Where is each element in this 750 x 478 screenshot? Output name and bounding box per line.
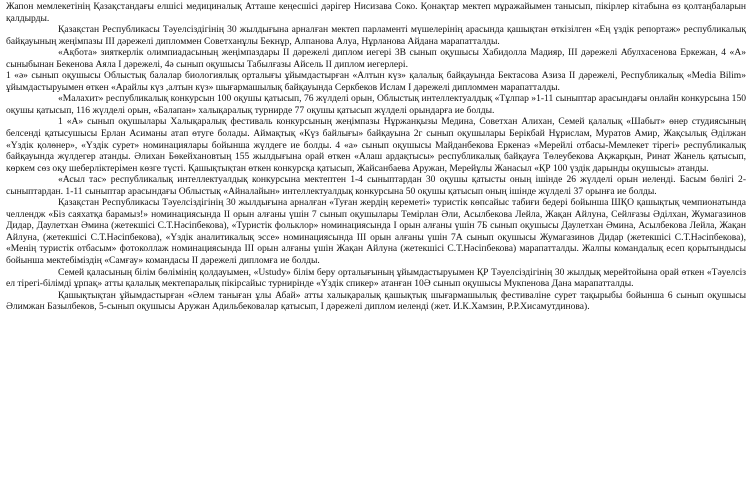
paragraph-6: 1 «А» сынып оқушылары Халықаралық фестиваль конкурсының жеңімпазы Нұржанқызы Медина, Советхан Алихан, Семей қалалық «Шабыт» өнер студиясының белсенді қатысушысы Ерлан Асиманы атап өтуге болады. Аймақтық «Күз байлығы» байқауына 2г сынып оқушылары Берікбай Нұрислам, Муратов Амир, Жақсылық Әділжан «Үздік қолөнер», «Үздік сурет» номинациялары бойынша жүлдеге ие болды. 4 «а» сынып оқушысы Майданбекова Еркенаэ «Мерейлі отбасы-Мемлекет тірегі» республикалық байқауында жүлдегер атанды. Әлихан Бөкейхановтың 155 жылдығына орай өткен «Алаш ардақтысы» республикалық байқауға Төлеубекова Ақжарқын, Ринат Жанель қатысып, көркем сөз оқу шеберліктерімен көзге түсті. Қашықтықтан өткен конкурсқа қатысып, Жайсанбаева Аружан, Мерейұлы Жанасыл «ҚР 100 үздік дарынды оқушысы» атанды. (6, 116, 746, 174)
paragraph-3: «Ақбота» зияткерлік олимпиадасының жеңімпаздары ІІ дәрежелі диплом иегері 3В сынып оқушысы Хабидолла Мадияр, ІІІ дәрежелі Абулхасенова Еркежан, 4 «А» сыныбынан Бекенова Аяла І дәрежелі, 4ә сынып оқушысы Табылғазы Айсель ІІ диплом иегерлері. (6, 47, 746, 70)
paragraph-10: Қашықтықтан ұйымдастырған «Әлем таныған ұлы Абай» атты халықаралық қашықтық шығармашылық фестивалiне сурет тақырыбы бойынша 6 сынып оқушысы Әлимжан Базылбеков, 5-сынып оқушысы Аружан Адильбековалар қатысып, І дәрежелі диплом иеленді (жет. И.К.Хамзин, Р.Р.Хисамутдинова). (6, 289, 746, 313)
paragraph-9: Семей қаласының білім бөлімінің қолдауымен, «Ustudy» білім беру орталығының ұйымдастыруымен ҚР Тәуелсіздігінің 30 жылдық мерейтойына орай өткен «Тәуелсіз ел тірегі-білімді ұрпақ» атты қалалық мектепаралық пікірсайыс турнирінде «Үздік спикер» атанған 10Ә сынып оқушысы Мукпенова Дана марапатталды. (6, 266, 746, 290)
paragraph-2: Қазақстан Республикасы Тәуелсіздігінің 30 жылдығына арналған мектеп парламенті мүшелерінің арасында қашықтан өткізілген «Ең үздік репортаж» республикалық байқауының жеңімпазы ІІІ дәрежелі дипломмен Советханұлы Бекнұр, Алпанова Алуа, Нұрланова Айдана марапатталды. (6, 24, 746, 47)
paragraph-7: «Асыл тас» республикалық интеллектуалдық конкурсына мектептен 1-4 сыныптардан 30 оқушы қатысты оның ішінде 26 жүлделі орын иеленді. Басым бөлігі 2-сыныптардан. 1-11 сыныптар арасындағы Облыстық «Айналайын» интеллектуалдық конкурсына 50 оқушы қатысып оның ішінде жүлделі 37 орынға ие болды. (6, 174, 746, 197)
paragraph-4: 1 «ә» сынып оқушысы Облыстық балалар биологиялық орталығы ұйымдастырған «Алтын күз» қалалық байқауында Бектасова Азиза ІІ дәрежелі, Республикалық «Media Bilim» ұйымдастыруымен өткен «Арайлы күз ,алтын күз» шығармашылық байқауында Серкбеков Ислам І дәрежелі дипломмен марапатталды. (6, 70, 746, 93)
paragraph-5: «Малахит» республикалық конкурсын 100 оқушы қатысып, 76 жүлделі орын, Облыстық интеллектуалдық «Тұлпар »1-11 сыныптар арасындағы онлайн конкурсына 150 оқушы қатысып, 116 жүлделі орын, «Балапан» халықаралық турнирде 77 оқушы қатысып жүлделі орындарға ие болды. (6, 93, 746, 116)
paragraph-1: Жапон мемлекетінің Қазақстандағы елшісі медициналық Атташе кеңесшісі дәрігер Нисизава Соко. Қонақтар мектеп мұражайымен танысып, пікірлер кітабына өз қолтаңбаларын қалдырды. (6, 1, 746, 24)
paragraph-8: Қазақстан Республикасы Тәуелсіздігінің 30 жылдығына арналған «Туған жердің кереметі» туристік көпсайыс табиғи бедері бойынша ШҚО қашықтық чемпионатында челлендж «Біз саяхатқа барамыз!» номинациясында ІІ орын алғаны үшін 7 сынып оқушылары Темірлан Әли, Асылбекова Лейла, Жақан Айлуна, Сейлғазы Әділхан, Жумагазинов Дидар, Даулетхан Әмина (жетекшісі С.Т.Нәсіпбекова), «Туристік фольклор» номинациясында І орын алғаны үшін 7Б сынып оқушысы Даулетхан Әмина, Асылбекова Лейла, Жақан Айлуна, (жетекшісі С.Т.Нәсіпбекова), «Үздік аналитикалық эссе» номинациясында ІІІ орын алғаны үшін 7А сынып оқушысы Жумагазинов Дидар (жетекшісі С.Т.Нәсіпбекова), «Менің туристік отбасым» фотоколлаж номинациясында ІІІ орын алғаны үшін Жақан Айлуна (жетекшісі С.Т.Нәсіпбекова) марапатталды. Жалпы командалық есеп қорытындысы бойынша мектебіміздің «Самғау» командасы ІІ дәрежелі дипломға ие болды. (6, 197, 746, 267)
